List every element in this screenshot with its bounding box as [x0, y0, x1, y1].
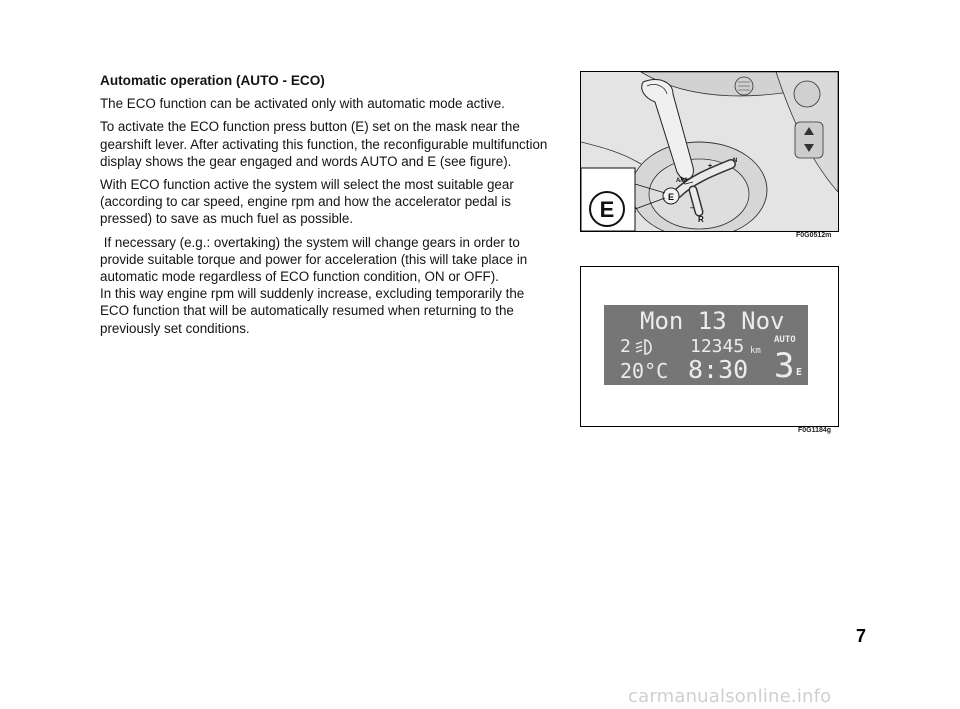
- display-odometer-unit: km: [750, 346, 761, 356]
- gate-label-minus: –: [690, 205, 694, 212]
- display-gear: 3: [774, 346, 795, 386]
- gate-label-r: R: [698, 215, 704, 224]
- callout-letter: E: [599, 197, 615, 222]
- multifunction-display: [604, 305, 808, 385]
- paragraph-5: In this way engine rpm will suddenly increase, excluding temporarily the ECO function that will be automatically resumed when returning to the previously set conditions.: [100, 286, 525, 336]
- section-heading: Automatic operation (AUTO - ECO): [100, 73, 325, 88]
- paragraph-4: If necessary (e.g.: overtaking) the system will change gears in order to provide suitable torque and power for acceleration (this will take place in automatic mode regardless of ECO function condition, ON or OFF).: [100, 234, 531, 285]
- figure2-caption: F0G1184g: [798, 427, 832, 434]
- display-temperature: 20°C: [620, 359, 669, 383]
- gearshift-illustration: [581, 72, 838, 231]
- display-odometer: 12345: [690, 336, 745, 357]
- page-number: 7: [856, 626, 867, 646]
- gate-label-am: A/M: [676, 178, 687, 184]
- paragraph-3: With ECO function active the system will select the most suitable gear (according to car speed, engine rpm and how the accelerator pedal is pressed) to save as much fuel as possible.: [100, 177, 514, 227]
- display-time: 8:30: [688, 355, 749, 384]
- eco-button-label: E: [667, 192, 675, 202]
- gearshift-figure: [580, 71, 839, 232]
- gate-label-n: N: [733, 158, 738, 164]
- figure1-caption: F0G0512m: [796, 232, 832, 239]
- article: [100, 72, 555, 343]
- display-gear-indicator: 2: [620, 336, 631, 357]
- watermark: carmanualsonline.info: [628, 686, 832, 707]
- headlight-icon: [634, 338, 656, 356]
- paragraph-2: To activate the ECO function press button (E) set on the mask near the gearshift lever. After activating this function, the reconfigurable multifunction display shows the gear engaged and words AUTO and E (see figure).: [100, 119, 548, 169]
- display-mode: AUTO: [774, 335, 796, 345]
- display-date: Mon 13 Nov: [640, 307, 785, 335]
- paragraph-1: The ECO function can be activated only with automatic mode active.: [100, 96, 505, 112]
- gate-label-plus: +: [708, 163, 713, 170]
- display-eco-indicator: E: [796, 367, 803, 378]
